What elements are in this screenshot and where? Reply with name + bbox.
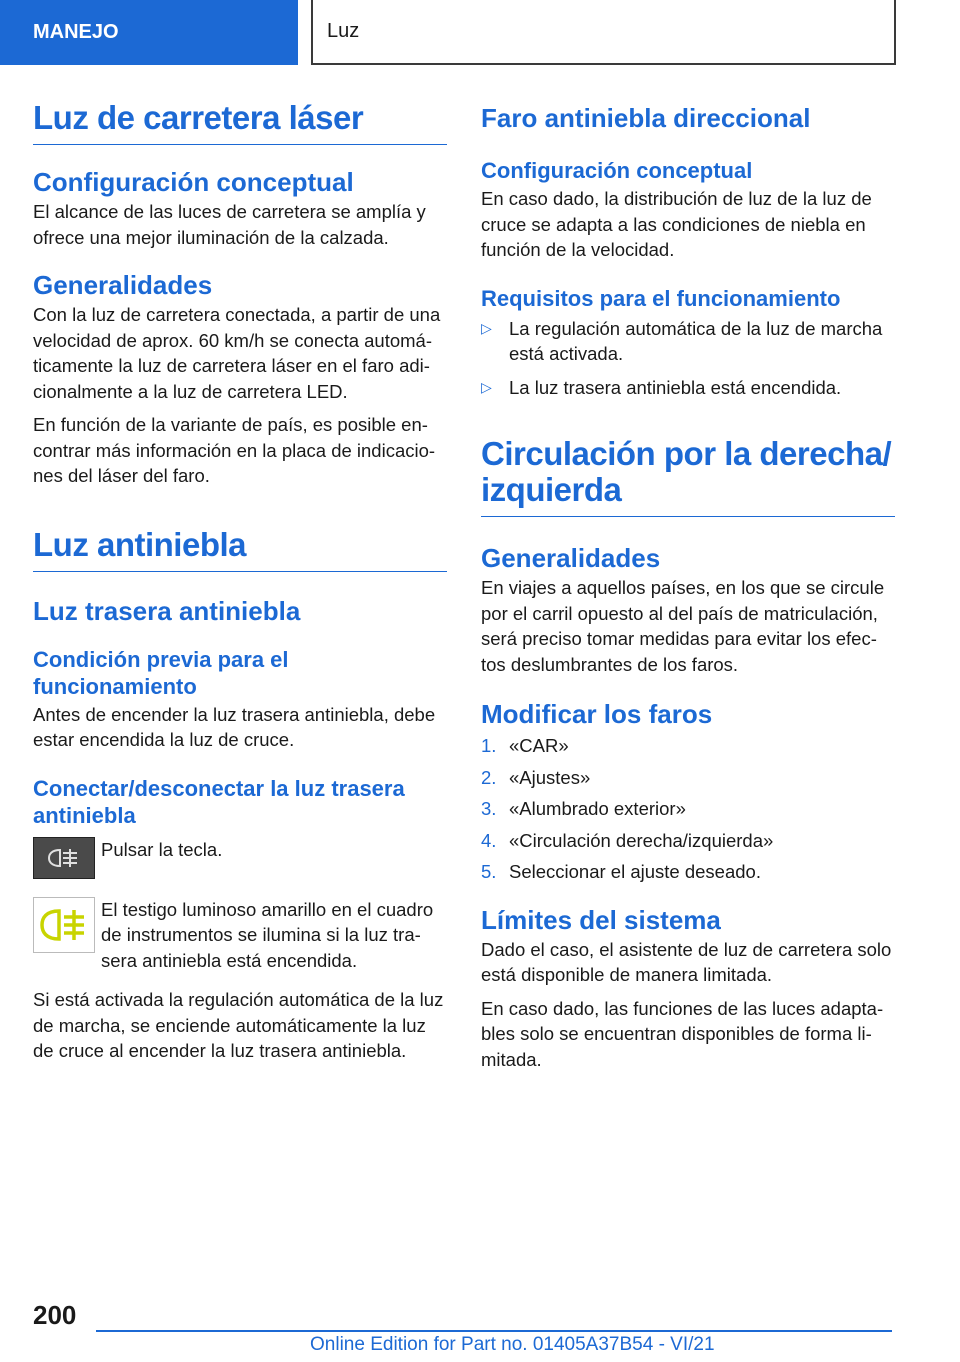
paragraph-press-button: Pulsar la tecla. (101, 838, 223, 860)
paragraph-indicator: El testigo luminoso amarillo en el cuadro de instrumentos se ilumina si la luz trasera antiniebla está encendida. (101, 898, 434, 971)
header-section-label: MANEJO (33, 21, 119, 43)
press-button-row (33, 837, 447, 879)
footer-edition: Online Edition for Part no. 01405A37B54 - VI/21 (310, 1334, 715, 1355)
list-item: ▷ La luz trasera antiniebla está encendida. (481, 375, 895, 401)
heading-laser-high-beam: Luz de carretera láser (33, 100, 447, 145)
list-item: 1. «CAR» (481, 735, 569, 756)
heading-system-limits: Límites del sistema (481, 904, 721, 935)
list-item: 3. «Alumbrado exterior» (481, 798, 686, 819)
paragraph-concept: El alcance de las luces de carretera se amplía y ofrece una mejor iluminación de la calzada. (33, 201, 426, 248)
paragraph-limits-2: En caso dado, las funciones de las luces adaptables solo se encuentran disponibles de forma limitada. (481, 997, 884, 1070)
list-item: 2. «Ajustes» (481, 766, 591, 788)
heading-concept: Configuración conceptual (33, 167, 354, 197)
paragraph-limits-1: Dado el caso, el asistente de luz de carretera solo está disponible de manera limitada. (481, 938, 892, 985)
heading-requirements: Requisitos para el funcionamiento (481, 285, 841, 311)
header-topic-label: Luz (327, 20, 360, 42)
page-number: 200 (33, 1300, 77, 1330)
heading-traffic-side: Circulación por la derecha/ izquierda (481, 436, 895, 517)
paragraph-auto-low-beam: Si está activada la regulación automática de la luz de marcha, se enciende automáticamente la luz de cruce al encender la luz trasera antiniebla. (33, 989, 444, 1061)
heading-modify-headlights: Modificar los faros (481, 699, 713, 729)
heading-general-right: Generalidades (481, 543, 661, 573)
list-item: ▷ La regulación automática de la luz de marcha está activada. (481, 317, 883, 364)
right-column (481, 100, 895, 1072)
triangle-bullet-icon: ▷ (481, 319, 492, 336)
heading-directional-fog: Faro antiniebla direccional (481, 103, 811, 133)
steps-list (481, 733, 895, 885)
paragraph-general-2: En función de la variante de país, es posible encontrar más información en la placa de indicaciones del láser del faro. (33, 414, 436, 486)
rear-fog-indicator-icon (33, 897, 95, 953)
list-item: 5. Seleccionar el ajuste deseado. (481, 861, 761, 882)
header-section-tab (0, 0, 298, 65)
heading-general: Generalidades (33, 270, 213, 300)
header-topic-tab (311, 0, 896, 65)
paragraph-precondition: Antes de encender la luz trasera antiniebla, debe estar encendida la luz de cruce. (33, 703, 436, 750)
heading-switch-rear-fog: Conectar/desconectar la luz trasera antiniebla (33, 775, 405, 828)
heading-rear-fog-light: Luz trasera antiniebla (33, 595, 301, 626)
footer-divider (96, 1330, 892, 1332)
heading-precondition: Condición previa para el funcionamiento (33, 646, 289, 699)
paragraph-concept-right: En caso dado, la distribución de luz de la luz de cruce se adapta a las condiciones de niebla en función de la velocidad. (481, 188, 872, 260)
triangle-bullet-icon: ▷ (481, 378, 492, 395)
paragraph-general-1: Con la luz de carretera conectada, a partir de una velocidad de aprox. 60 km/h se conecta automáticamente la luz de carretera láser en el faro adicionalmente a la luz de carretera LED. (33, 304, 441, 402)
paragraph-general-right: En viajes a aquellos países, en los que se circule por el carril opuesto al del país de matriculación, será preciso tomar medidas para evitar los efectos deslumbrantes de los faros. (481, 577, 885, 675)
requirements-list (481, 316, 895, 401)
heading-fog-light: Luz antiniebla (33, 527, 447, 572)
indicator-row (33, 897, 447, 974)
left-column (33, 100, 447, 1064)
heading-concept-right: Configuración conceptual (481, 158, 753, 183)
rear-fog-button-icon (33, 837, 95, 879)
list-item: 4. «Circulación derecha/izquierda» (481, 829, 774, 851)
